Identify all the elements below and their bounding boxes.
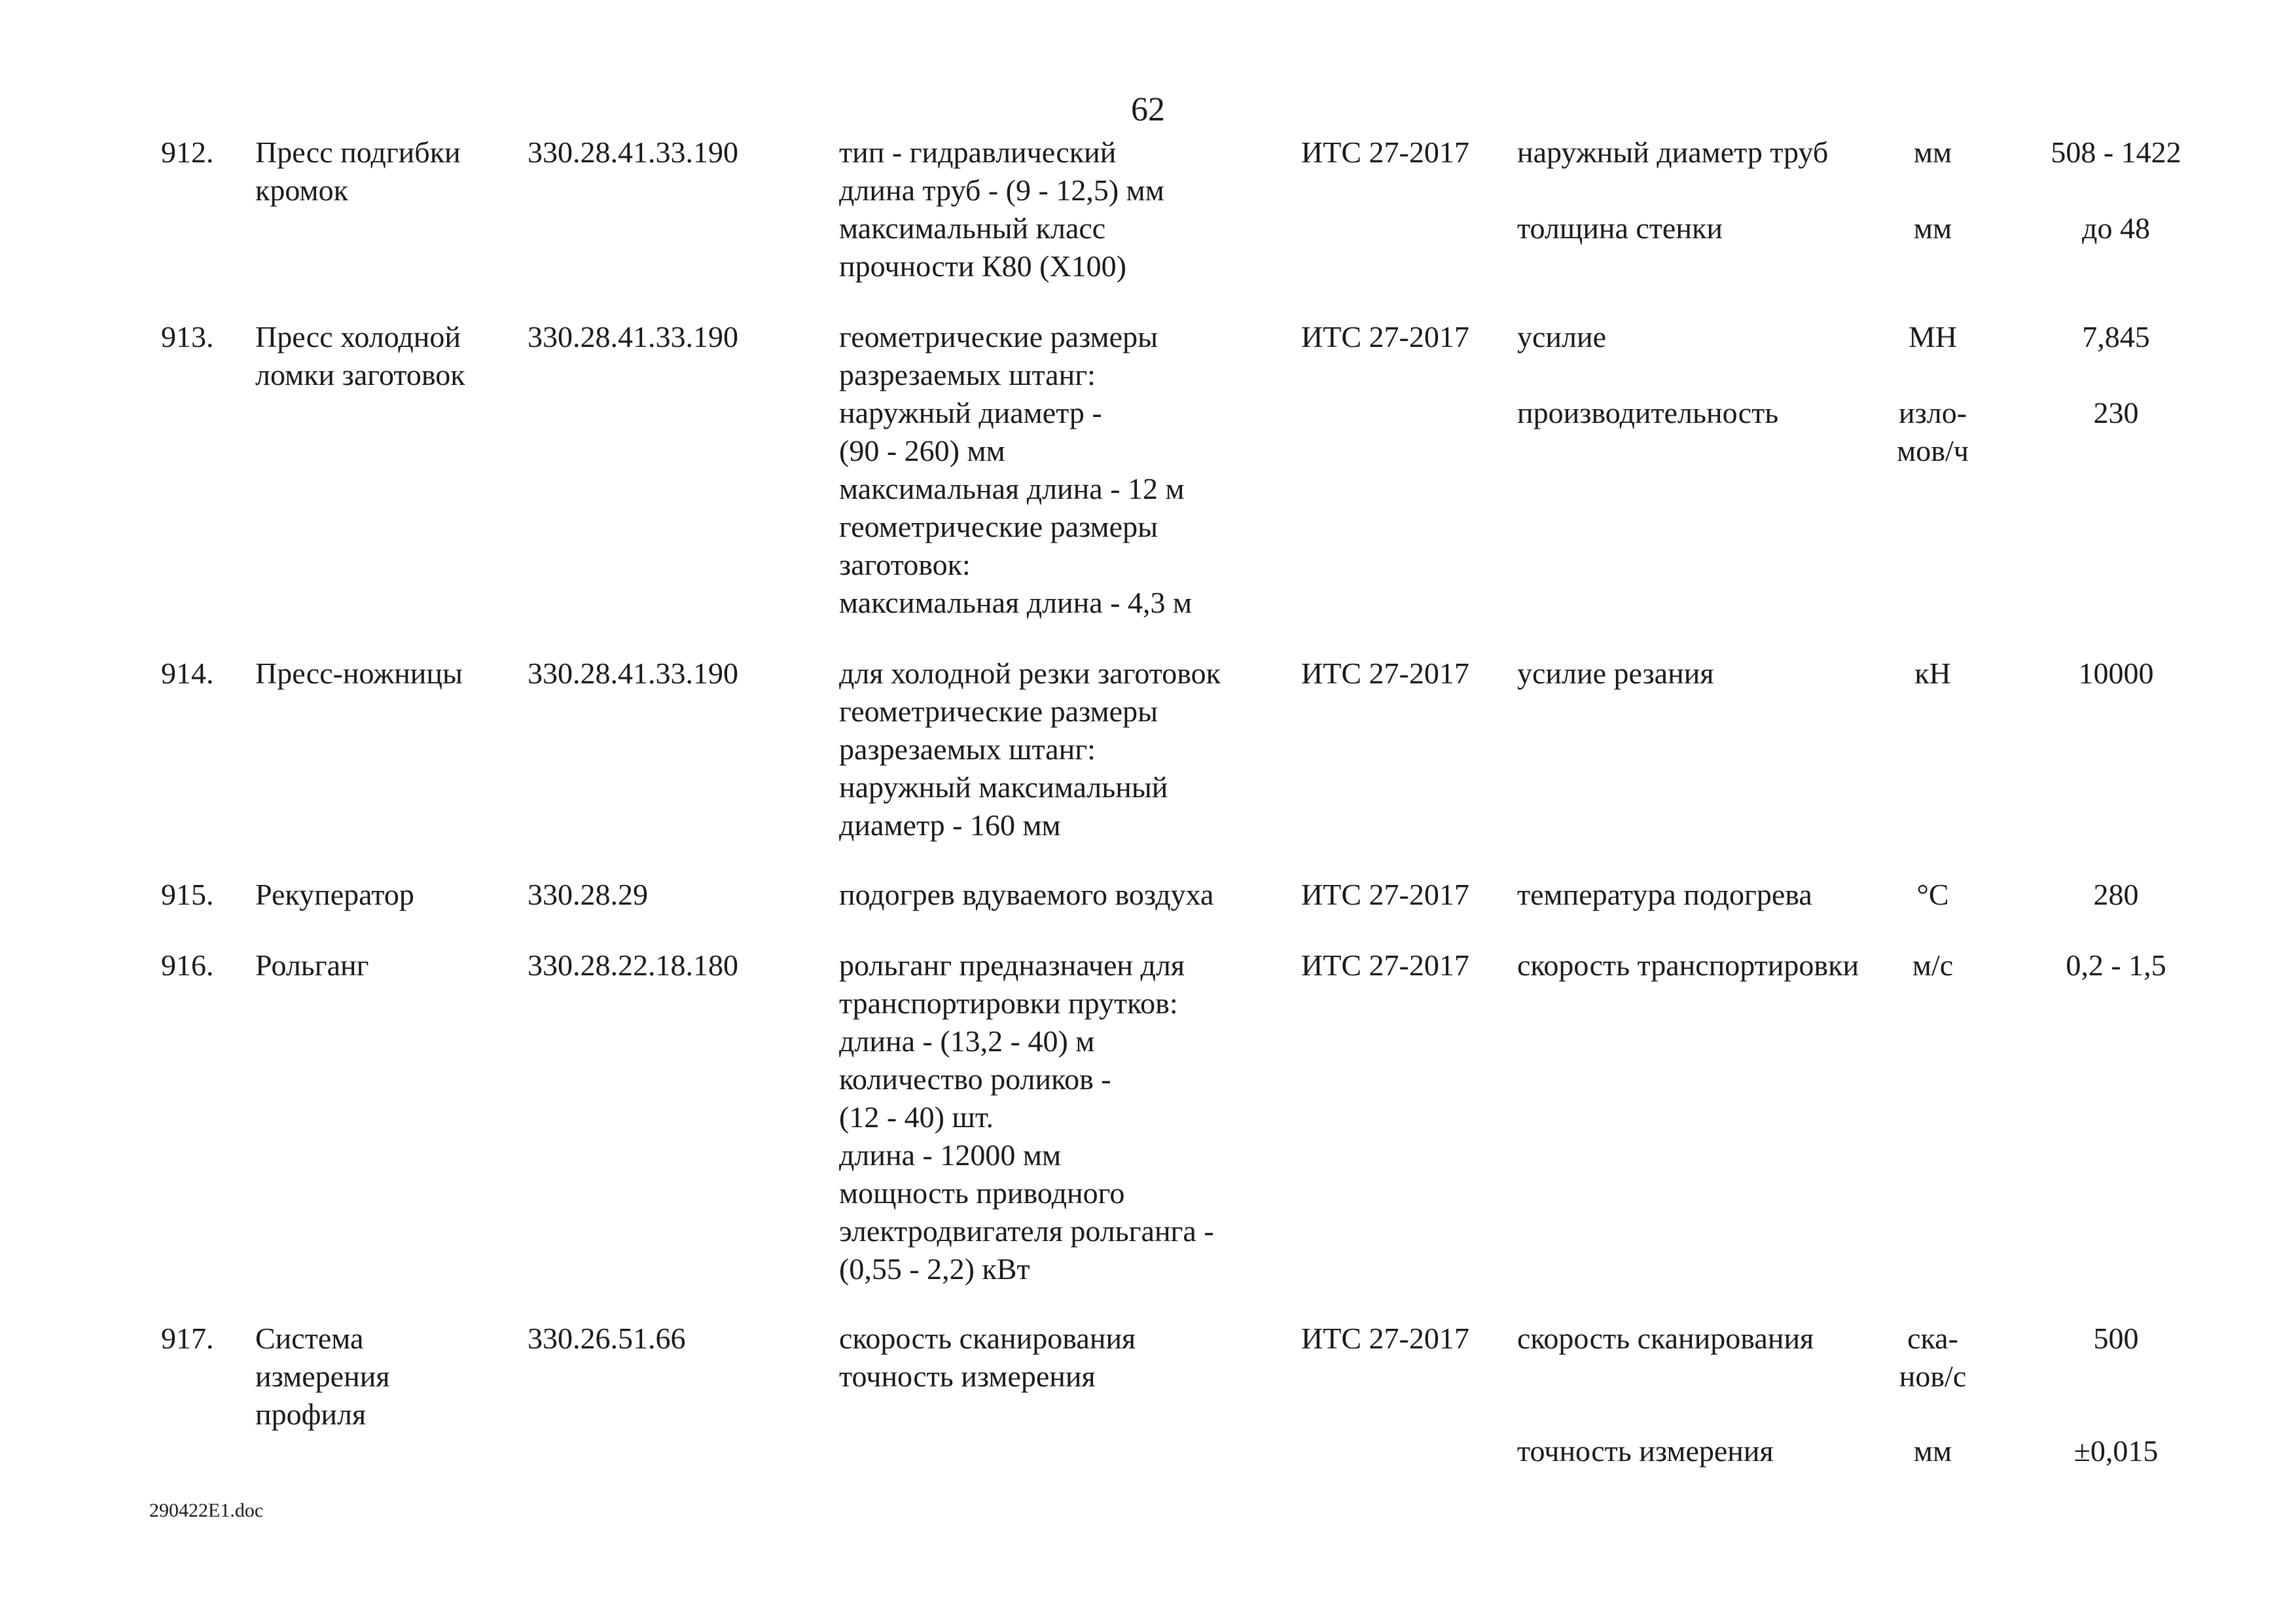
desc-line: разрезаемых штанг: <box>839 732 1096 766</box>
parameter-unit <box>1864 1320 2001 1396</box>
row-number: 912. <box>161 135 214 169</box>
parameter-value: 10000 <box>2078 657 2154 690</box>
equipment-name <box>255 876 530 914</box>
desc-line: для холодной резки заготовок <box>839 657 1221 690</box>
desc-line: (12 - 40) шт. <box>839 1100 994 1134</box>
unit-line: мов/ч <box>1897 434 1969 467</box>
unit-line: нов/с <box>1899 1360 1967 1393</box>
description <box>839 1320 1297 1396</box>
parameter-unit: °C <box>1916 878 1949 911</box>
okpd-code: 330.28.41.33.190 <box>528 320 738 353</box>
parameter-name: точность измерения <box>1517 1434 1774 1468</box>
row-number: 914. <box>161 657 214 690</box>
equipment-name <box>255 655 530 693</box>
standard-ref: ИТС 27-2017 <box>1301 1322 1469 1355</box>
page-number: 62 <box>1131 91 1165 128</box>
standard-ref: ИТС 27-2017 <box>1301 878 1469 911</box>
desc-line: максимальная длина - 12 м <box>839 472 1185 505</box>
okpd-code: 330.28.22.18.180 <box>528 948 738 982</box>
desc-line: геометрические размеры <box>839 320 1158 353</box>
desc-line: геометрические размеры <box>839 510 1158 543</box>
parameter-unit <box>1864 394 2001 470</box>
parameter-unit: мм <box>1913 211 1952 245</box>
parameter-name: скорость транспортировки <box>1517 948 1859 982</box>
equipment-name <box>255 1320 530 1434</box>
desc-line: максимальная длина - 4,3 м <box>839 586 1193 619</box>
parameter-name: скорость сканирования <box>1517 1322 1814 1355</box>
okpd-code: 330.28.29 <box>528 878 648 911</box>
name-line: Система <box>255 1322 364 1355</box>
parameter-name: температура подогрева <box>1517 878 1812 911</box>
desc-line: заготовок: <box>839 548 971 581</box>
desc-line: наружный диаметр - <box>839 396 1102 429</box>
standard-ref: ИТС 27-2017 <box>1301 135 1469 169</box>
desc-line: скорость сканирования <box>839 1322 1136 1355</box>
unit-line: изло- <box>1898 396 1967 429</box>
parameter-name: производительность <box>1517 396 1779 429</box>
parameter-value: до 48 <box>2082 211 2150 245</box>
desc-line: транспортировки прутков: <box>839 986 1178 1020</box>
description <box>839 134 1297 285</box>
description <box>839 947 1297 1288</box>
description <box>839 318 1297 622</box>
equipment-name <box>255 318 530 394</box>
row-number: 917. <box>161 1322 214 1355</box>
standard-ref: ИТС 27-2017 <box>1301 657 1469 690</box>
parameter-name: усилие <box>1517 320 1607 353</box>
parameter-unit: мм <box>1913 1434 1952 1468</box>
desc-line: количество роликов - <box>839 1062 1111 1096</box>
desc-line: прочности К80 (X100) <box>839 249 1126 283</box>
okpd-code: 330.28.41.33.190 <box>528 135 738 169</box>
parameter-unit: кН <box>1914 657 1951 690</box>
parameter-unit: мм <box>1913 135 1952 169</box>
parameter-value: 280 <box>2093 878 2139 911</box>
name-line: Рольганг <box>255 948 369 982</box>
equipment-name <box>255 947 530 984</box>
file-name-footer: 290422E1.doc <box>149 1500 264 1521</box>
unit-line: ска- <box>1907 1322 1958 1355</box>
desc-line: электродвигателя рольганга - <box>839 1214 1214 1248</box>
desc-line: длина труб - (9 - 12,5) мм <box>839 173 1164 207</box>
desc-line: мощность приводного <box>839 1176 1125 1210</box>
standard-ref: ИТС 27-2017 <box>1301 948 1469 982</box>
name-line: ломки заготовок <box>255 358 465 391</box>
name-line: профиля <box>255 1398 367 1431</box>
desc-line: разрезаемых штанг: <box>839 358 1096 391</box>
name-line: Пресс-ножницы <box>255 657 463 690</box>
desc-line: диаметр - 160 мм <box>839 808 1061 842</box>
parameter-value: 230 <box>2093 396 2139 429</box>
desc-line: точность измерения <box>839 1360 1096 1393</box>
name-line: измерения <box>255 1360 390 1393</box>
okpd-code: 330.28.41.33.190 <box>528 657 738 690</box>
row-number: 913. <box>161 320 214 353</box>
standard-ref: ИТС 27-2017 <box>1301 320 1469 353</box>
row-number: 915. <box>161 878 214 911</box>
row-number: 916. <box>161 948 214 982</box>
name-line: Пресс подгибки <box>255 135 461 169</box>
desc-line: максимальный класс <box>839 211 1106 245</box>
parameter-value: 7,845 <box>2082 320 2150 353</box>
name-line: Рекуператор <box>255 878 414 911</box>
parameter-unit: м/с <box>1912 948 1954 982</box>
desc-line: длина - (13,2 - 40) м <box>839 1024 1095 1058</box>
desc-line: рольганг предназначен для <box>839 948 1185 982</box>
parameter-value: 500 <box>2093 1322 2139 1355</box>
desc-line: (90 - 260) мм <box>839 434 1005 467</box>
desc-line: подогрев вдуваемого воздуха <box>839 878 1214 911</box>
desc-line: наружный максимальный <box>839 770 1168 804</box>
desc-line: тип - гидравлический <box>839 135 1117 169</box>
name-line: Пресс холодной <box>255 320 461 353</box>
parameter-value: ±0,015 <box>2073 1434 2159 1468</box>
desc-line: геометрические размеры <box>839 695 1158 728</box>
okpd-code: 330.26.51.66 <box>528 1322 686 1355</box>
desc-line: (0,55 - 2,2) кВт <box>839 1252 1030 1286</box>
equipment-name <box>255 134 530 209</box>
description <box>839 876 1297 914</box>
parameter-value: 508 - 1422 <box>2051 135 2181 169</box>
parameter-name: наружный диаметр труб <box>1517 135 1829 169</box>
parameter-unit: МН <box>1908 320 1958 353</box>
description <box>839 655 1297 844</box>
desc-line: длина - 12000 мм <box>839 1138 1062 1172</box>
name-line: кромок <box>255 173 348 207</box>
parameter-name: толщина стенки <box>1517 211 1723 245</box>
parameter-name: усилие резания <box>1517 657 1714 690</box>
parameter-value: 0,2 - 1,5 <box>2066 948 2166 982</box>
